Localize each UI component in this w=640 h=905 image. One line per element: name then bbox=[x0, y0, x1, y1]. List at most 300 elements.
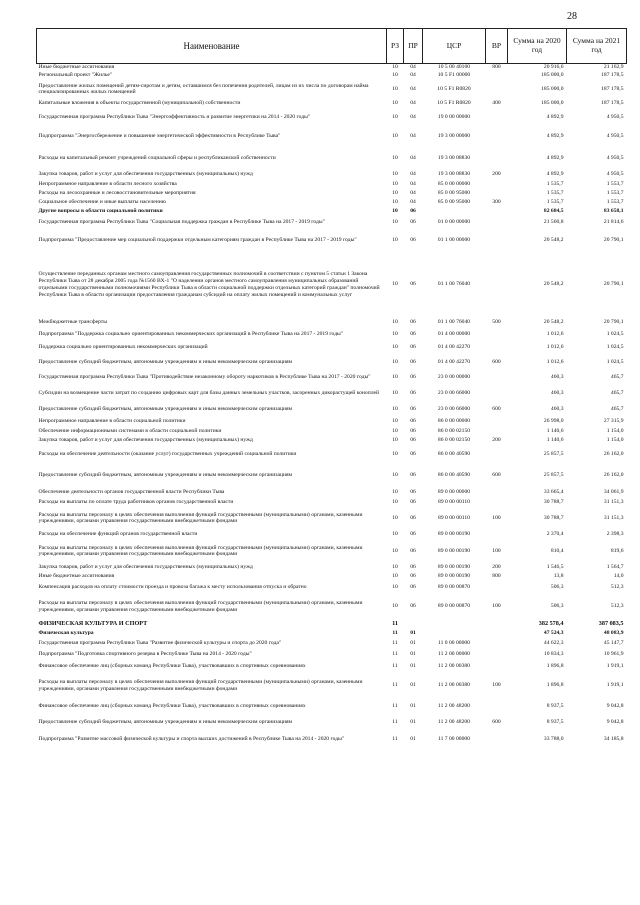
table-row bbox=[37, 198, 627, 207]
table-row bbox=[37, 342, 627, 354]
row-pr: 01 bbox=[410, 682, 416, 689]
row-csr: 11 2 00 48200 bbox=[438, 702, 470, 709]
row-name: Расходы на выплаты персоналу в целях обеспечения выполнения функций государственными (муниципальными) органами, казенными учреждениями, органами управления государственными внебюджетными фондами bbox=[38, 544, 363, 558]
table-row bbox=[37, 487, 627, 498]
table-row bbox=[37, 674, 627, 698]
row-vr bbox=[486, 698, 508, 715]
row-rz: 11 bbox=[392, 736, 398, 743]
row-pr: 06 bbox=[410, 281, 416, 288]
row-sum-2021: 31 151,3 bbox=[603, 514, 624, 521]
row-sum-2021: 45 147,7 bbox=[603, 640, 624, 647]
row-name: Непрограммное направление в области социальной политики bbox=[38, 418, 186, 425]
row-rz: 11 bbox=[392, 702, 398, 709]
row-name: Осуществление переданных органам местного самоуправления государственных полномочий в соответствии с пунктом 5 статьи 1 Закона Республики Тыва от 28 декабря 2005 года №1560 ВХ-1 "О наделении органов местного самоуправления муниципальных образований отдельными государственными полномочиями Республики Тыва в области социальной поддержки отдельных категорий граждан" полномочий Республики Тыва в области организации предоставления гражданам субсидий на оплату жилых помещений и коммунальных услуг bbox=[38, 271, 380, 298]
header-sum-2021: Сумма на 2021 год bbox=[567, 29, 627, 64]
row-pr: 06 bbox=[410, 331, 416, 338]
row-pr: 06 bbox=[410, 405, 416, 412]
row-name: Расходы на выплаты персоналу в целях обеспечения выполнения функций государственными (муниципальными) органами, казенными учреждениями, органами управления государственными внебюджетными фондами bbox=[38, 511, 363, 525]
row-rz: 10 bbox=[392, 418, 398, 425]
table-row bbox=[37, 427, 627, 436]
row-sum-2021: 1 553,7 bbox=[606, 198, 624, 205]
row-vr: 100 bbox=[492, 682, 501, 689]
row-pr: 04 bbox=[410, 180, 416, 187]
row-sum-2020: 1 546,5 bbox=[546, 563, 564, 570]
row-vr bbox=[486, 385, 508, 402]
row-pr: 06 bbox=[410, 584, 416, 591]
row-name: Компенсация расходов на оплату стоимости проезда и провоза багажа к месту использования отпуска и обратно bbox=[38, 584, 307, 591]
table-row bbox=[37, 498, 627, 507]
row-sum-2020: 10 834,3 bbox=[543, 650, 564, 657]
table-row bbox=[37, 629, 627, 638]
table-row bbox=[37, 371, 627, 385]
row-sum-2020: 26 998,0 bbox=[543, 418, 564, 425]
row-csr bbox=[423, 207, 486, 216]
table-row bbox=[37, 402, 627, 417]
row-sum-2021: 4 950,5 bbox=[606, 113, 624, 120]
row-rz: 10 bbox=[392, 514, 398, 521]
row-sum-2021: 187 178,5 bbox=[601, 72, 624, 79]
row-vr bbox=[486, 189, 508, 198]
row-csr: 19 3 00 08830 bbox=[437, 155, 471, 162]
row-sum-2021: 10 961,9 bbox=[603, 650, 624, 657]
row-vr bbox=[486, 371, 508, 385]
row-rz: 10 bbox=[392, 374, 398, 381]
table-body bbox=[37, 64, 627, 749]
table-row bbox=[37, 572, 627, 581]
row-vr: 800 bbox=[492, 572, 501, 579]
row-sum-2021: 465,7 bbox=[610, 389, 624, 396]
row-sum-2020: 21 560,8 bbox=[543, 219, 564, 226]
row-name: Физическая культура bbox=[38, 629, 94, 636]
row-sum-2021: 1 154,0 bbox=[606, 436, 624, 443]
row-name: Закупка товаров, работ и услуг для обеспечения государственных (муниципальных) нужд bbox=[38, 436, 253, 443]
row-csr: 85 0 00 00000 bbox=[437, 180, 471, 187]
row-sum-2021: 4 950,5 bbox=[606, 133, 624, 140]
table-row bbox=[37, 64, 627, 71]
row-vr bbox=[486, 126, 508, 148]
table-row bbox=[37, 81, 627, 98]
row-csr: 23 0 00 66000 bbox=[437, 389, 471, 396]
row-name: ФИЗИЧЕСКАЯ КУЛЬТУРА И СПОРТ bbox=[38, 620, 148, 628]
row-pr: 01 bbox=[410, 736, 416, 743]
row-rz: 10 bbox=[392, 171, 398, 178]
row-name: Государственная программа Республики Тыва "Социальная поддержка граждан в Республике Тыва на 2017 - 2019 годы" bbox=[38, 219, 325, 226]
row-rz: 10 bbox=[392, 547, 398, 554]
row-csr: 11 2 00 00380 bbox=[438, 682, 470, 689]
row-vr bbox=[486, 498, 508, 507]
row-vr bbox=[486, 216, 508, 230]
row-rz: 10 bbox=[392, 344, 398, 351]
row-vr: 200 bbox=[492, 563, 501, 570]
row-sum-2020: 8 937,5 bbox=[546, 702, 564, 709]
table-row bbox=[37, 109, 627, 126]
row-vr: 500 bbox=[492, 319, 501, 326]
row-csr: 89 0 00 00110 bbox=[438, 514, 470, 521]
row-pr: 06 bbox=[410, 207, 416, 214]
row-rz: 10 bbox=[392, 207, 398, 214]
row-rz: 10 bbox=[392, 427, 398, 434]
row-csr: 01 4 00 00000 bbox=[437, 331, 471, 338]
row-vr: 600 bbox=[492, 405, 501, 412]
row-sum-2021: 34 061,9 bbox=[603, 488, 624, 495]
row-pr: 01 bbox=[410, 719, 416, 726]
row-sum-2020: 1 896,8 bbox=[546, 682, 564, 689]
row-sum-2020: 25 857,5 bbox=[543, 451, 564, 458]
row-name: Государственная программа Республики Тыва "Развитие физической культуры и спорта до 2020 года" bbox=[38, 640, 282, 647]
row-vr: 400 bbox=[492, 99, 501, 106]
row-pr: 06 bbox=[410, 237, 416, 244]
row-name: Предоставление субсидий бюджетным, автономным учреждениям и иным некоммерческим организациям bbox=[38, 472, 293, 479]
row-rz: 10 bbox=[392, 281, 398, 288]
row-csr: 89 0 00 00190 bbox=[437, 563, 471, 570]
row-name: Расходы на обеспечение функций органов государственной власти bbox=[38, 531, 198, 538]
row-name: Субсидии на возмещение части затрат по созданию цифровых карт для базы данных земельных участков, засоренных дикорастущей коноплей bbox=[38, 389, 379, 396]
row-rz: 10 bbox=[392, 389, 398, 396]
row-sum-2021: 1 024,5 bbox=[606, 358, 624, 365]
row-vr bbox=[486, 629, 508, 638]
table-row bbox=[37, 207, 627, 216]
row-pr: 04 bbox=[410, 189, 416, 196]
row-sum-2020: 1 896,8 bbox=[546, 662, 564, 669]
row-vr bbox=[486, 659, 508, 674]
row-csr: 85 0 00 95000 bbox=[437, 198, 471, 205]
row-sum-2021: 187 178,5 bbox=[601, 99, 624, 106]
table-row bbox=[37, 698, 627, 715]
row-vr: 300 bbox=[492, 198, 501, 205]
header-pr: ПР bbox=[404, 29, 423, 64]
table-row bbox=[37, 530, 627, 540]
row-pr: 06 bbox=[410, 344, 416, 351]
row-csr: 86 0 00 02150 bbox=[437, 427, 471, 434]
row-vr: 200 bbox=[492, 436, 501, 443]
row-sum-2021: 1 553,7 bbox=[606, 189, 624, 196]
row-rz: 11 bbox=[392, 650, 398, 657]
row-name: Расходы на выплаты персоналу в целях обеспечения выполнения функций государственными (муниципальными) органами, казенными учреждениями, органами управления государственными внебюджетными фондами bbox=[38, 600, 363, 613]
row-pr: 04 bbox=[410, 155, 416, 162]
row-pr: 06 bbox=[410, 319, 416, 326]
row-sum-2021: 9 042,8 bbox=[606, 702, 624, 709]
row-csr: 85 0 00 95000 bbox=[437, 189, 471, 196]
row-sum-2020: 1 012,6 bbox=[546, 344, 564, 351]
row-rz: 10 bbox=[392, 189, 398, 196]
row-csr bbox=[423, 619, 486, 629]
row-pr: 01 bbox=[410, 640, 416, 647]
row-sum-2020: 1 535,7 bbox=[546, 189, 564, 196]
row-vr bbox=[486, 638, 508, 650]
row-pr bbox=[404, 619, 423, 629]
table-row bbox=[37, 465, 627, 487]
row-csr: 89 0 00 00000 bbox=[437, 488, 471, 495]
row-name: Финансовое обеспечение лиц (сборных команд Республики Тыва), участвовавших в спортивных соревнованиях bbox=[38, 702, 306, 709]
table-row bbox=[37, 417, 627, 427]
row-csr: 11 0 00 00000 bbox=[438, 640, 470, 647]
page-number: 28 bbox=[567, 11, 577, 22]
row-pr: 06 bbox=[410, 436, 416, 443]
table-row bbox=[37, 230, 627, 252]
row-pr: 06 bbox=[410, 498, 416, 505]
row-sum-2021: 20 790,1 bbox=[603, 237, 624, 244]
row-sum-2021: 4 950,5 bbox=[606, 171, 624, 178]
row-vr bbox=[486, 619, 508, 629]
row-sum-2020: 460,3 bbox=[550, 389, 564, 396]
row-vr bbox=[486, 417, 508, 427]
row-pr: 06 bbox=[410, 488, 416, 495]
row-rz: 11 bbox=[392, 629, 398, 636]
table-row bbox=[37, 126, 627, 148]
row-name: Подпрограмма "Энергосбережение и повышение энергетической эффективности в Республике Тыва" bbox=[38, 133, 281, 140]
row-name: Капитальные вложения в объекты государственной (муниципальной) собственности bbox=[38, 99, 241, 106]
row-name: Поддержка социально ориентированных некоммерческих организаций bbox=[38, 344, 208, 351]
row-pr: 04 bbox=[410, 85, 416, 92]
row-rz: 10 bbox=[392, 219, 398, 226]
row-vr bbox=[486, 427, 508, 436]
row-rz: 10 bbox=[392, 603, 398, 610]
row-vr: 100 bbox=[492, 547, 501, 554]
row-pr: 06 bbox=[410, 514, 416, 521]
row-pr: 06 bbox=[410, 219, 416, 226]
row-sum-2020: 20 916,6 bbox=[543, 64, 564, 70]
row-name: Подпрограмма "Подготовка спортивного резерва в Республике Тыва на 2014 - 2020 годы" bbox=[38, 650, 252, 657]
row-sum-2021: 26 162,0 bbox=[603, 472, 624, 479]
row-sum-2020: 82 684,5 bbox=[543, 207, 564, 214]
header-sum-2020: Сумма на 2020 год bbox=[508, 29, 567, 64]
row-name: Подпрограмма "Поддержка социально ориентированных некоммерческих организаций в Республике Тыва на 2017 - 2019 годы" bbox=[38, 331, 344, 338]
table-row bbox=[37, 180, 627, 189]
row-name: Закупка товаров, работ и услуг для обеспечения государственных (муниципальных) нужд bbox=[38, 171, 253, 178]
row-pr: 04 bbox=[410, 72, 416, 79]
row-csr: 10 5 F1 R0820 bbox=[437, 99, 471, 106]
row-name: Региональный проект "Жилье" bbox=[38, 72, 113, 79]
row-pr: 04 bbox=[410, 133, 416, 140]
row-sum-2020: 44 622,3 bbox=[543, 640, 564, 647]
row-sum-2021: 1 564,7 bbox=[606, 563, 624, 570]
row-csr: 89 0 00 00870 bbox=[437, 603, 471, 610]
row-name: Иные бюджетные ассигнования bbox=[38, 64, 115, 70]
row-vr bbox=[486, 328, 508, 342]
row-name: Другие вопросы в области социальной политики bbox=[38, 207, 163, 214]
row-sum-2021: 20 790,1 bbox=[603, 319, 624, 326]
row-pr: 04 bbox=[410, 113, 416, 120]
row-sum-2021: 21 162,9 bbox=[603, 64, 624, 70]
row-name: Социальное обеспечение и иные выплаты населению bbox=[38, 198, 166, 205]
row-sum-2020: 1 012,6 bbox=[546, 331, 564, 338]
row-sum-2021: 512,3 bbox=[610, 603, 624, 610]
row-csr: 86 0 00 40590 bbox=[437, 451, 471, 458]
table-row bbox=[37, 328, 627, 342]
row-sum-2020: 47 524,3 bbox=[543, 629, 564, 636]
row-sum-2020: 30 788,7 bbox=[543, 514, 564, 521]
table-row bbox=[37, 619, 627, 629]
row-csr: 01 1 00 00000 bbox=[437, 237, 471, 244]
row-name: Расходы на выплаты по оплате труда работников органов государственной власти bbox=[38, 498, 234, 505]
row-csr: 23 0 00 66000 bbox=[437, 405, 471, 412]
row-sum-2021: 83 658,1 bbox=[603, 207, 624, 214]
row-csr: 10 5 F1 00000 bbox=[437, 72, 471, 79]
row-sum-2020: 4 892,9 bbox=[546, 171, 564, 178]
row-rz: 10 bbox=[392, 472, 398, 479]
row-rz: 10 bbox=[392, 563, 398, 570]
row-sum-2020: 25 857,5 bbox=[543, 472, 564, 479]
row-sum-2020: 33 665,4 bbox=[543, 488, 564, 495]
row-sum-2021: 1 154,0 bbox=[606, 427, 624, 434]
row-vr bbox=[486, 207, 508, 216]
header-rz: РЗ bbox=[387, 29, 404, 64]
row-pr: 06 bbox=[410, 563, 416, 570]
table-row bbox=[37, 445, 627, 465]
row-name: Обеспечение информационными системами в области социальной политики bbox=[38, 427, 222, 434]
row-sum-2020: 30 788,7 bbox=[543, 498, 564, 505]
row-rz: 10 bbox=[392, 85, 398, 92]
table-row bbox=[37, 252, 627, 318]
row-name: Предоставление субсидий бюджетным, автономным учреждениям и иным некоммерческим организациям bbox=[38, 719, 293, 726]
row-name: Государственная программа Республики Тыва "Противодействие незаконному обороту наркотиков в Республике Тыва на 2017 - 2020 годы" bbox=[38, 374, 371, 381]
row-sum-2021: 1 024,5 bbox=[606, 331, 624, 338]
row-pr: 06 bbox=[410, 358, 416, 365]
row-sum-2020: 1 535,7 bbox=[546, 198, 564, 205]
row-name: Государственная программа Республики Тыва "Энергоэффективность и развитие энергетики на 2014 - 2020 годы" bbox=[38, 113, 311, 120]
row-rz: 10 bbox=[392, 72, 398, 79]
row-csr bbox=[423, 629, 486, 638]
row-csr: 89 0 00 00190 bbox=[437, 547, 471, 554]
row-pr: 06 bbox=[410, 472, 416, 479]
row-sum-2020: 1 140,6 bbox=[546, 427, 564, 434]
row-sum-2021: 48 083,9 bbox=[603, 629, 624, 636]
row-sum-2021: 2 398,3 bbox=[606, 531, 624, 538]
row-rz: 10 bbox=[392, 451, 398, 458]
row-sum-2021: 4 950,5 bbox=[606, 155, 624, 162]
row-name: Обеспечение деятельности органов государственной власти Республики Тыва bbox=[38, 488, 225, 495]
row-vr bbox=[486, 180, 508, 189]
row-rz: 10 bbox=[392, 531, 398, 538]
budget-table bbox=[36, 28, 627, 749]
row-name: Предоставление субсидий бюджетным, автономным учреждениям и иным некоммерческим организациям bbox=[38, 405, 293, 412]
row-name: Подпрограмма "Развитие массовой физической культуры и спорта высших достижений в Республике Тыва на 2014 - 2020 годы" bbox=[38, 736, 345, 743]
row-sum-2020: 20 548,2 bbox=[543, 237, 564, 244]
row-sum-2020: 4 892,9 bbox=[546, 133, 564, 140]
row-sum-2020: 33 788,0 bbox=[543, 736, 564, 743]
table-row bbox=[37, 650, 627, 659]
row-csr: 19 0 00 00000 bbox=[437, 113, 471, 120]
row-sum-2021: 819,6 bbox=[610, 547, 624, 554]
row-vr bbox=[486, 230, 508, 252]
row-rz: 10 bbox=[392, 99, 398, 106]
table-row bbox=[37, 595, 627, 619]
row-vr bbox=[486, 81, 508, 98]
row-name: Финансовое обеспечение лиц (сборных команд Республики Тыва), участвовавших в спортивных соревнованиях bbox=[38, 662, 306, 669]
row-rz: 10 bbox=[392, 488, 398, 495]
row-pr: 04 bbox=[410, 171, 416, 178]
row-sum-2021: 21 814,6 bbox=[603, 219, 624, 226]
row-pr: 06 bbox=[410, 572, 416, 579]
row-sum-2021: 512,3 bbox=[610, 584, 624, 591]
row-name: Межбюджетные трансферты bbox=[38, 319, 107, 326]
row-csr: 01 4 00 42270 bbox=[437, 358, 471, 365]
table-row bbox=[37, 581, 627, 595]
row-rz: 10 bbox=[392, 180, 398, 187]
row-pr: 01 bbox=[410, 662, 416, 669]
header-name: Наименование bbox=[37, 29, 387, 64]
row-csr: 89 0 00 00190 bbox=[437, 531, 471, 538]
row-rz: 10 bbox=[392, 198, 398, 205]
row-pr: 06 bbox=[410, 418, 416, 425]
row-name: Расходы на лесоохранные и лесовосстановительные мероприятия bbox=[38, 189, 196, 196]
row-vr bbox=[486, 581, 508, 595]
row-sum-2020: 4 892,9 bbox=[546, 155, 564, 162]
row-vr: 100 bbox=[492, 514, 501, 521]
row-rz: 10 bbox=[392, 405, 398, 412]
row-pr: 06 bbox=[410, 427, 416, 434]
row-rz: 11 bbox=[392, 640, 398, 647]
row-sum-2021: 34 185,8 bbox=[603, 736, 624, 743]
row-name: Непрограммное направление в области лесного хозяйства bbox=[38, 180, 177, 187]
row-pr: 06 bbox=[410, 531, 416, 538]
row-name: Расходы на выплаты персоналу в целях обеспечения выполнения функций государственными (муниципальными) органами, казенными учреждениями, органами управления государственными внебюджетными фондами bbox=[38, 679, 363, 692]
row-csr: 23 0 00 00000 bbox=[437, 374, 471, 381]
row-csr: 10 5 F1 R0820 bbox=[437, 85, 471, 92]
row-sum-2021: 14,0 bbox=[613, 572, 624, 579]
row-rz: 10 bbox=[392, 331, 398, 338]
row-name: Закупка товаров, работ и услуг для обеспечения государственных (муниципальных) нужд bbox=[38, 563, 253, 570]
row-csr: 86 0 00 02150 bbox=[437, 436, 471, 443]
row-rz: 10 bbox=[392, 436, 398, 443]
row-csr: 01 4 00 42270 bbox=[437, 344, 471, 351]
row-vr bbox=[486, 650, 508, 659]
row-pr: 06 bbox=[410, 603, 416, 610]
row-sum-2021: 9 042,8 bbox=[606, 719, 624, 726]
row-csr: 89 0 00 00870 bbox=[437, 584, 471, 591]
row-sum-2020: 8 937,5 bbox=[546, 719, 564, 726]
table-row bbox=[37, 540, 627, 563]
row-rz: 11 bbox=[392, 719, 398, 726]
row-sum-2020: 13,8 bbox=[553, 572, 564, 579]
row-sum-2021: 27 315,9 bbox=[603, 418, 624, 425]
row-sum-2021: 26 162,0 bbox=[603, 451, 624, 458]
row-rz: 10 bbox=[392, 358, 398, 365]
row-csr: 86 0 00 00000 bbox=[437, 418, 471, 425]
row-pr: 06 bbox=[410, 374, 416, 381]
row-sum-2020: 20 548,2 bbox=[543, 319, 564, 326]
table-row bbox=[37, 318, 627, 328]
table-header-row bbox=[37, 29, 627, 64]
table-row bbox=[37, 71, 627, 81]
row-vr: 200 bbox=[492, 171, 501, 178]
row-csr: 01 0 00 00000 bbox=[437, 219, 471, 226]
row-vr: 800 bbox=[492, 64, 501, 70]
table-row bbox=[37, 507, 627, 530]
row-sum-2021: 31 151,3 bbox=[603, 498, 624, 505]
row-sum-2021: 1 553,7 bbox=[606, 180, 624, 187]
row-sum-2020: 1 140,6 bbox=[546, 436, 564, 443]
row-rz: 11 bbox=[392, 682, 398, 689]
row-sum-2021: 1 024,5 bbox=[606, 344, 624, 351]
row-pr: 06 bbox=[410, 389, 416, 396]
table-row bbox=[37, 731, 627, 749]
row-csr: 19 3 00 08830 bbox=[437, 171, 471, 178]
row-vr bbox=[486, 530, 508, 540]
row-pr: 04 bbox=[410, 198, 416, 205]
row-name: Расходы на обеспечение деятельности (оказание услуг) государственных учреждений социальной политики bbox=[38, 451, 297, 458]
row-vr bbox=[486, 252, 508, 318]
row-vr bbox=[486, 109, 508, 126]
row-vr: 600 bbox=[492, 358, 501, 365]
row-name: Иные бюджетные ассигнования bbox=[38, 572, 115, 579]
row-rz: 10 bbox=[392, 498, 398, 505]
row-csr: 11 2 00 48200 bbox=[438, 719, 470, 726]
row-sum-2020: 810,4 bbox=[550, 547, 564, 554]
row-csr: 01 1 00 76040 bbox=[437, 319, 471, 326]
table-row bbox=[37, 354, 627, 371]
row-rz: 10 bbox=[392, 237, 398, 244]
